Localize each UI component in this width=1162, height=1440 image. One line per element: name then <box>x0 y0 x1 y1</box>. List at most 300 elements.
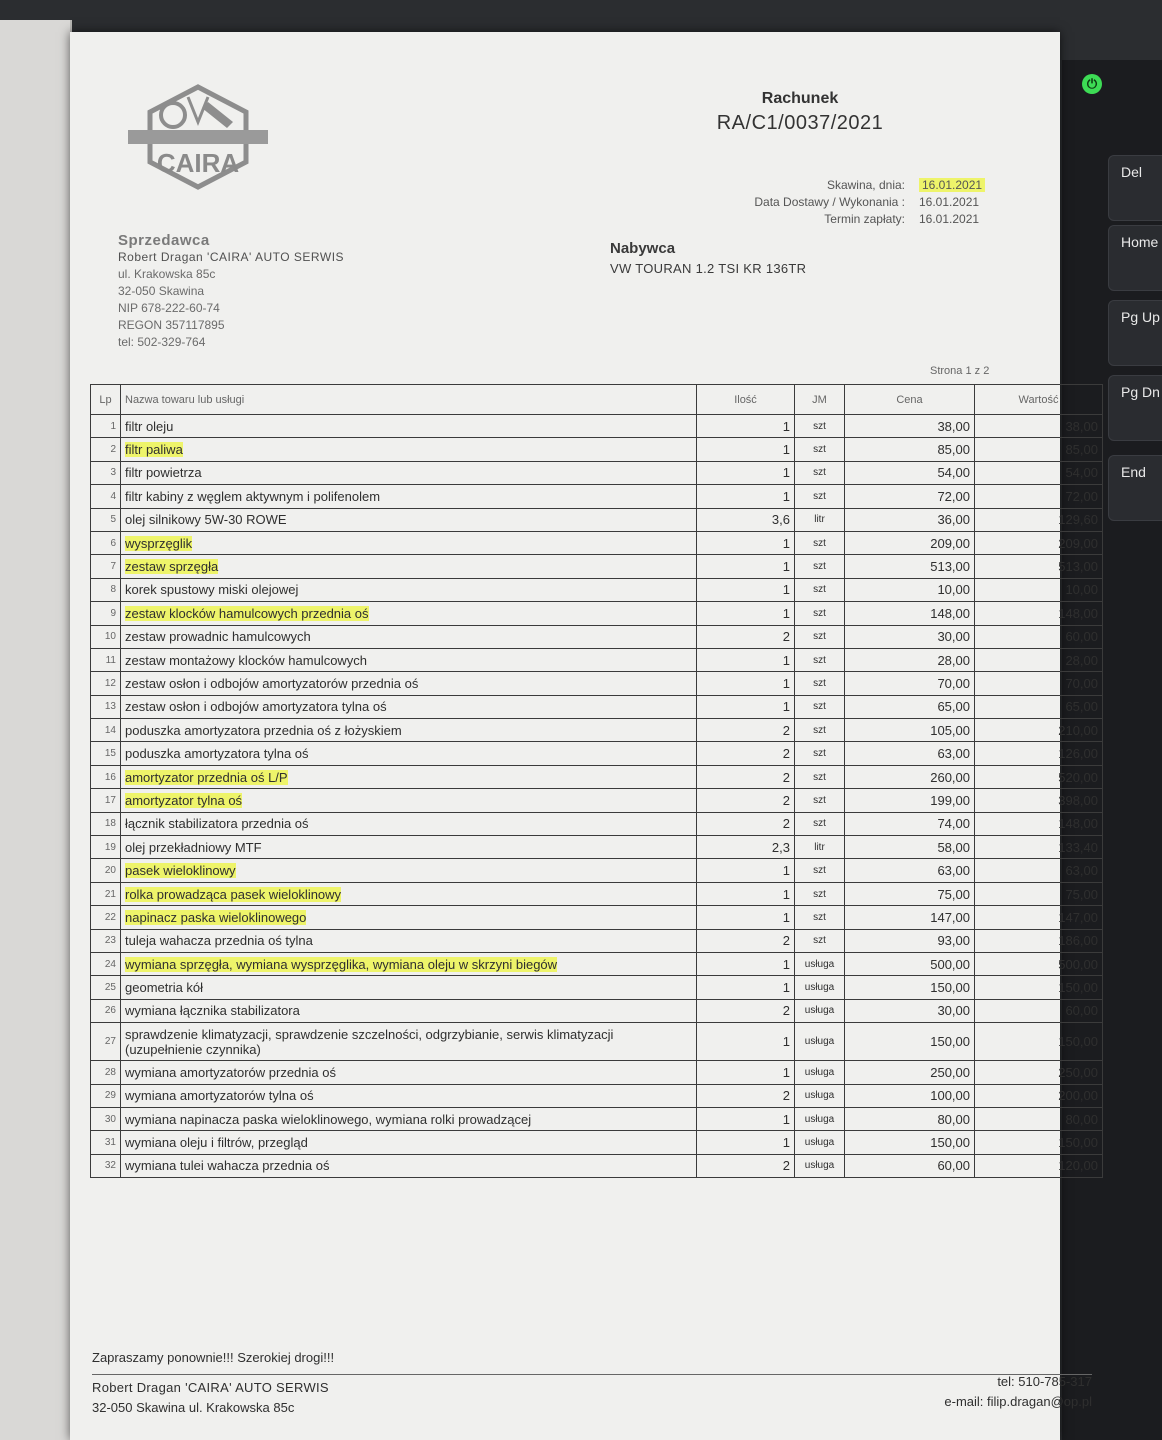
item-quantity: 1 <box>697 672 795 695</box>
item-quantity: 1 <box>697 602 795 625</box>
item-quantity: 2 <box>697 1154 795 1177</box>
item-value: 147,00 <box>975 906 1103 929</box>
table-row <box>91 625 1103 648</box>
document-title <box>630 90 970 135</box>
row-number: 12 <box>91 672 121 695</box>
item-name <box>121 859 697 882</box>
item-value: 126,00 <box>975 742 1103 765</box>
item-name <box>121 765 697 788</box>
item-quantity: 1 <box>697 1107 795 1130</box>
item-unit: szt <box>795 578 845 601</box>
item-price: 147,00 <box>845 906 975 929</box>
row-number: 5 <box>91 508 121 531</box>
item-name <box>121 602 697 625</box>
item-quantity: 1 <box>697 882 795 905</box>
item-name <box>121 485 697 508</box>
table-row <box>91 1131 1103 1154</box>
item-unit: szt <box>795 742 845 765</box>
item-unit: szt <box>795 906 845 929</box>
item-price: 70,00 <box>845 672 975 695</box>
item-value: 210,00 <box>975 719 1103 742</box>
table-row <box>91 1023 1103 1061</box>
item-unit: usługa <box>795 1023 845 1061</box>
footer-phone: tel: 510-785-317 <box>997 1374 1092 1389</box>
item-unit: szt <box>795 555 845 578</box>
table-row <box>91 461 1103 484</box>
item-quantity: 1 <box>697 952 795 975</box>
item-price: 28,00 <box>845 648 975 671</box>
item-name-text: filtr kabiny z węglem aktywnym i polifenolem <box>125 488 381 504</box>
item-name-text: wymiana amortyzatorów tylna oś <box>125 1088 314 1104</box>
row-number: 15 <box>91 742 121 765</box>
item-unit: szt <box>795 765 845 788</box>
item-price: 60,00 <box>845 1154 975 1177</box>
buyer-vehicle: VW TOURAN 1.2 TSI KR 136TR <box>610 261 807 276</box>
item-value: 186,00 <box>975 929 1103 952</box>
item-name-text: geometria kół <box>125 980 204 996</box>
item-unit: szt <box>795 882 845 905</box>
header-name: Nazwa towaru lub usługi <box>121 385 697 415</box>
table-row <box>91 555 1103 578</box>
footer-company: Robert Dragan 'CAIRA' AUTO SERWIS <box>92 1380 329 1395</box>
row-number: 11 <box>91 648 121 671</box>
row-number: 27 <box>91 1023 121 1061</box>
item-price: 80,00 <box>845 1107 975 1130</box>
item-name <box>121 1107 697 1130</box>
item-name <box>121 836 697 859</box>
item-name-text: tuleja wahacza przednia oś tylna <box>125 933 313 949</box>
item-value: 148,00 <box>975 812 1103 835</box>
item-name <box>121 999 697 1022</box>
table-row <box>91 906 1103 929</box>
item-price: 250,00 <box>845 1061 975 1084</box>
item-value: 133,40 <box>975 836 1103 859</box>
item-name <box>121 1131 697 1154</box>
item-price: 150,00 <box>845 1023 975 1061</box>
table-row <box>91 929 1103 952</box>
row-number: 16 <box>91 765 121 788</box>
item-value: 54,00 <box>975 461 1103 484</box>
item-value: 150,00 <box>975 1131 1103 1154</box>
item-name <box>121 742 697 765</box>
table-row <box>91 531 1103 554</box>
item-name <box>121 789 697 812</box>
item-value: 85,00 <box>975 438 1103 461</box>
due-date: 16.01.2021 <box>919 212 980 226</box>
item-unit: litr <box>795 508 845 531</box>
table-row <box>91 672 1103 695</box>
item-price: 150,00 <box>845 1131 975 1154</box>
seller-block <box>118 232 438 351</box>
item-quantity: 1 <box>697 578 795 601</box>
table-row <box>91 485 1103 508</box>
item-quantity: 1 <box>697 976 795 999</box>
item-value: 65,00 <box>975 695 1103 718</box>
row-number: 21 <box>91 882 121 905</box>
item-unit: usługa <box>795 952 845 975</box>
item-quantity: 1 <box>697 555 795 578</box>
item-name-text: filtr powietrza <box>125 465 202 481</box>
row-number: 20 <box>91 859 121 882</box>
item-name-text: łącznik stabilizatora przednia oś <box>125 816 309 832</box>
item-unit: usługa <box>795 999 845 1022</box>
row-number: 18 <box>91 812 121 835</box>
item-price: 58,00 <box>845 836 975 859</box>
item-name-text: sprawdzenie klimatyzacji, sprawdzenie szczelności, odgrzybianie, serwis klimatyzacji (uzupełnienie czynnika) <box>125 1026 614 1057</box>
row-number: 10 <box>91 625 121 648</box>
seller-street: ul. Krakowska 85c <box>118 267 216 281</box>
item-price: 500,00 <box>845 952 975 975</box>
item-price: 93,00 <box>845 929 975 952</box>
table-row <box>91 1061 1103 1084</box>
item-unit: szt <box>795 485 845 508</box>
item-quantity: 2,3 <box>697 836 795 859</box>
table-row <box>91 415 1103 438</box>
power-icon: ⏻ <box>1082 74 1102 94</box>
item-name <box>121 906 697 929</box>
item-quantity: 1 <box>697 1023 795 1061</box>
item-name-text: filtr oleju <box>125 418 174 434</box>
table-row <box>91 765 1103 788</box>
row-number: 31 <box>91 1131 121 1154</box>
row-number: 7 <box>91 555 121 578</box>
item-price: 513,00 <box>845 555 975 578</box>
item-value: 60,00 <box>975 999 1103 1022</box>
item-name <box>121 929 697 952</box>
item-name-text: wysprzęglik <box>125 535 193 551</box>
item-unit: usługa <box>795 1061 845 1084</box>
table-row <box>91 695 1103 718</box>
item-name <box>121 952 697 975</box>
item-name <box>121 672 697 695</box>
row-number: 13 <box>91 695 121 718</box>
item-name <box>121 531 697 554</box>
item-name-text: wymiana tulei wahacza przednia oś <box>125 1158 330 1174</box>
key-home: Home <box>1108 225 1162 291</box>
item-unit: szt <box>795 415 845 438</box>
item-name <box>121 1084 697 1107</box>
table-header-row <box>91 385 1103 415</box>
items-table <box>90 384 1103 1178</box>
binder-page <box>0 20 72 1440</box>
table-row <box>91 742 1103 765</box>
item-price: 150,00 <box>845 976 975 999</box>
item-name-text: zestaw sprzęgła <box>125 559 219 575</box>
issue-date-label: Skawina, dnia: <box>826 178 905 192</box>
item-quantity: 1 <box>697 906 795 929</box>
item-name-text: napinacz paska wieloklinowego <box>125 909 307 925</box>
item-value: 10,00 <box>975 578 1103 601</box>
item-price: 260,00 <box>845 765 975 788</box>
invoice-paper <box>70 32 1098 1440</box>
svg-text:CAIRA: CAIRA <box>156 148 240 178</box>
key-pgdn: Pg Dn <box>1108 375 1162 441</box>
table-row <box>91 602 1103 625</box>
item-name <box>121 976 697 999</box>
item-name <box>121 1061 697 1084</box>
item-value: 500,00 <box>975 952 1103 975</box>
item-unit: szt <box>795 438 845 461</box>
item-unit: szt <box>795 602 845 625</box>
item-unit: usługa <box>795 1131 845 1154</box>
row-number: 30 <box>91 1107 121 1130</box>
item-unit: szt <box>795 461 845 484</box>
item-price: 63,00 <box>845 742 975 765</box>
item-price: 72,00 <box>845 485 975 508</box>
item-price: 30,00 <box>845 999 975 1022</box>
item-unit: szt <box>795 625 845 648</box>
seller-city: 32-050 Skawina <box>118 284 205 298</box>
table-row <box>91 1154 1103 1177</box>
item-value: 200,00 <box>975 1084 1103 1107</box>
item-quantity: 1 <box>697 648 795 671</box>
item-quantity: 2 <box>697 812 795 835</box>
delivery-date: 16.01.2021 <box>919 195 980 209</box>
item-quantity: 2 <box>697 789 795 812</box>
item-price: 85,00 <box>845 438 975 461</box>
item-value: 513,00 <box>975 555 1103 578</box>
item-quantity: 1 <box>697 415 795 438</box>
item-price: 36,00 <box>845 508 975 531</box>
item-quantity: 1 <box>697 1131 795 1154</box>
item-unit: usługa <box>795 976 845 999</box>
item-name-text: filtr paliwa <box>125 442 183 458</box>
item-price: 148,00 <box>845 602 975 625</box>
item-name-text: zestaw osłon i odbojów amortyzatora tylna oś <box>125 699 387 715</box>
table-row <box>91 1084 1103 1107</box>
document-type: Rachunek <box>761 90 839 107</box>
item-name-text: amortyzator tylna oś <box>125 792 243 808</box>
row-number: 32 <box>91 1154 121 1177</box>
row-number: 1 <box>91 415 121 438</box>
table-row <box>91 812 1103 835</box>
item-value: 75,00 <box>975 882 1103 905</box>
row-number: 8 <box>91 578 121 601</box>
item-value: 72,00 <box>975 485 1103 508</box>
item-quantity: 1 <box>697 531 795 554</box>
item-name-text: korek spustowy miski olejowej <box>125 582 299 598</box>
item-name <box>121 438 697 461</box>
row-number: 28 <box>91 1061 121 1084</box>
item-name-text: zestaw montażowy klocków hamulcowych <box>125 652 368 668</box>
item-quantity: 1 <box>697 461 795 484</box>
table-row <box>91 999 1103 1022</box>
item-price: 65,00 <box>845 695 975 718</box>
header-unit: JM <box>795 385 845 415</box>
item-unit: usługa <box>795 1107 845 1130</box>
item-unit: szt <box>795 789 845 812</box>
item-value: 209,00 <box>975 531 1103 554</box>
item-value: 120,00 <box>975 1154 1103 1177</box>
item-value: 520,00 <box>975 765 1103 788</box>
item-name <box>121 719 697 742</box>
item-quantity: 1 <box>697 1061 795 1084</box>
item-quantity: 2 <box>697 929 795 952</box>
seller-phone: tel: 502-329-764 <box>118 335 206 349</box>
item-name-text: wymiana sprzęgła, wymiana wysprzęglika, wymiana oleju w skrzyni biegów <box>125 956 558 972</box>
header-price: Cena <box>845 385 975 415</box>
table-row <box>91 508 1103 531</box>
item-quantity: 2 <box>697 765 795 788</box>
row-number: 23 <box>91 929 121 952</box>
item-name <box>121 578 697 601</box>
item-name-text: poduszka amortyzatora tylna oś <box>125 746 309 762</box>
item-name <box>121 812 697 835</box>
item-unit: szt <box>795 719 845 742</box>
item-unit: szt <box>795 859 845 882</box>
item-quantity: 2 <box>697 999 795 1022</box>
item-price: 30,00 <box>845 625 975 648</box>
row-number: 2 <box>91 438 121 461</box>
footer-email: e-mail: filip.dragan@op.pl <box>944 1394 1092 1409</box>
seller-heading: Sprzedawca <box>118 232 210 249</box>
item-value: 398,00 <box>975 789 1103 812</box>
row-number: 4 <box>91 485 121 508</box>
item-quantity: 2 <box>697 742 795 765</box>
item-value: 150,00 <box>975 1023 1103 1061</box>
footer-divider <box>92 1374 1092 1375</box>
item-name-text: amortyzator przednia oś L/P <box>125 769 288 785</box>
item-price: 75,00 <box>845 882 975 905</box>
item-unit: szt <box>795 695 845 718</box>
row-number: 9 <box>91 602 121 625</box>
item-quantity: 2 <box>697 625 795 648</box>
item-name-text: olej przekładniowy MTF <box>125 839 262 855</box>
table-row <box>91 836 1103 859</box>
row-number: 14 <box>91 719 121 742</box>
table-row <box>91 1107 1103 1130</box>
item-price: 38,00 <box>845 415 975 438</box>
header-value: Wartość <box>975 385 1103 415</box>
item-name <box>121 882 697 905</box>
item-unit: litr <box>795 836 845 859</box>
item-quantity: 3,6 <box>697 508 795 531</box>
item-price: 63,00 <box>845 859 975 882</box>
item-value: 60,00 <box>975 625 1103 648</box>
item-price: 199,00 <box>845 789 975 812</box>
header-lp: Lp <box>91 385 121 415</box>
item-value: 250,00 <box>975 1061 1103 1084</box>
key-end: End <box>1108 455 1162 521</box>
row-number: 24 <box>91 952 121 975</box>
seller-nip: NIP 678-222-60-74 <box>118 301 220 315</box>
item-price: 209,00 <box>845 531 975 554</box>
item-value: 28,00 <box>975 648 1103 671</box>
item-name-text: zestaw prowadnic hamulcowych <box>125 629 311 645</box>
row-number: 25 <box>91 976 121 999</box>
row-number: 3 <box>91 461 121 484</box>
item-value: 63,00 <box>975 859 1103 882</box>
item-value: 70,00 <box>975 672 1103 695</box>
item-unit: szt <box>795 648 845 671</box>
item-quantity: 1 <box>697 438 795 461</box>
table-row <box>91 976 1103 999</box>
item-name <box>121 508 697 531</box>
item-name-text: poduszka amortyzatora przednia oś z łożyskiem <box>125 722 402 738</box>
dates-block <box>700 177 1020 228</box>
issue-date: 16.01.2021 <box>919 178 985 192</box>
item-name-text: rolka prowadząca pasek wieloklinowy <box>125 886 342 902</box>
item-name <box>121 1023 697 1061</box>
item-name-text: wymiana napinacza paska wieloklinowego, wymiana rolki prowadzącej <box>125 1111 532 1127</box>
item-price: 74,00 <box>845 812 975 835</box>
item-value: 38,00 <box>975 415 1103 438</box>
item-value: 80,00 <box>975 1107 1103 1130</box>
item-price: 10,00 <box>845 578 975 601</box>
company-logo-icon <box>128 82 268 192</box>
item-unit: szt <box>795 531 845 554</box>
item-price: 100,00 <box>845 1084 975 1107</box>
item-name-text: pasek wieloklinowy <box>125 863 236 879</box>
buyer-block <box>610 240 940 276</box>
row-number: 22 <box>91 906 121 929</box>
item-value: 129,60 <box>975 508 1103 531</box>
item-name <box>121 625 697 648</box>
item-quantity: 2 <box>697 1084 795 1107</box>
buyer-heading: Nabywca <box>610 240 676 257</box>
key-del: Del <box>1108 155 1162 221</box>
item-value: 148,00 <box>975 602 1103 625</box>
key-pgup: Pg Up <box>1108 300 1162 366</box>
item-value: 150,00 <box>975 976 1103 999</box>
page-number: Strona 1 z 2 <box>930 365 990 377</box>
footer-address: 32-050 Skawina ul. Krakowska 85c <box>92 1400 295 1415</box>
item-name-text: zestaw klocków hamulcowych przednia oś <box>125 605 369 621</box>
table-row <box>91 648 1103 671</box>
footer-thanks: Zapraszamy ponownie!!! Szerokiej drogi!!! <box>92 1350 335 1365</box>
item-quantity: 1 <box>697 859 795 882</box>
table-row <box>91 719 1103 742</box>
item-name <box>121 648 697 671</box>
seller-name: Robert Dragan 'CAIRA' AUTO SERWIS <box>118 250 345 264</box>
row-number: 6 <box>91 531 121 554</box>
item-name <box>121 415 697 438</box>
table-row <box>91 882 1103 905</box>
item-name-text: wymiana oleju i filtrów, przegląd <box>125 1135 308 1151</box>
item-name <box>121 555 697 578</box>
row-number: 26 <box>91 999 121 1022</box>
table-row <box>91 789 1103 812</box>
due-date-label: Termin zapłaty: <box>824 212 905 226</box>
item-name <box>121 461 697 484</box>
table-row <box>91 859 1103 882</box>
table-row <box>91 952 1103 975</box>
item-name-text: olej silnikowy 5W-30 ROWE <box>125 512 287 528</box>
item-name-text: zestaw osłon i odbojów amortyzatorów przednia oś <box>125 675 419 691</box>
item-quantity: 1 <box>697 485 795 508</box>
row-number: 17 <box>91 789 121 812</box>
item-name <box>121 1154 697 1177</box>
item-name-text: wymiana łącznika stabilizatora <box>125 1003 300 1019</box>
table-row <box>91 578 1103 601</box>
item-unit: usługa <box>795 1084 845 1107</box>
item-unit: szt <box>795 812 845 835</box>
document-number: RA/C1/0037/2021 <box>716 112 884 134</box>
row-number: 29 <box>91 1084 121 1107</box>
delivery-date-label: Data Dostawy / Wykonania : <box>754 195 905 209</box>
item-name <box>121 695 697 718</box>
table-row <box>91 438 1103 461</box>
item-quantity: 1 <box>697 695 795 718</box>
item-price: 105,00 <box>845 719 975 742</box>
header-qty: Ilość <box>697 385 795 415</box>
seller-regon: REGON 357117895 <box>118 318 225 332</box>
item-unit: szt <box>795 672 845 695</box>
item-price: 54,00 <box>845 461 975 484</box>
item-unit: szt <box>795 929 845 952</box>
item-unit: usługa <box>795 1154 845 1177</box>
item-name-text: wymiana amortyzatorów przednia oś <box>125 1064 336 1080</box>
